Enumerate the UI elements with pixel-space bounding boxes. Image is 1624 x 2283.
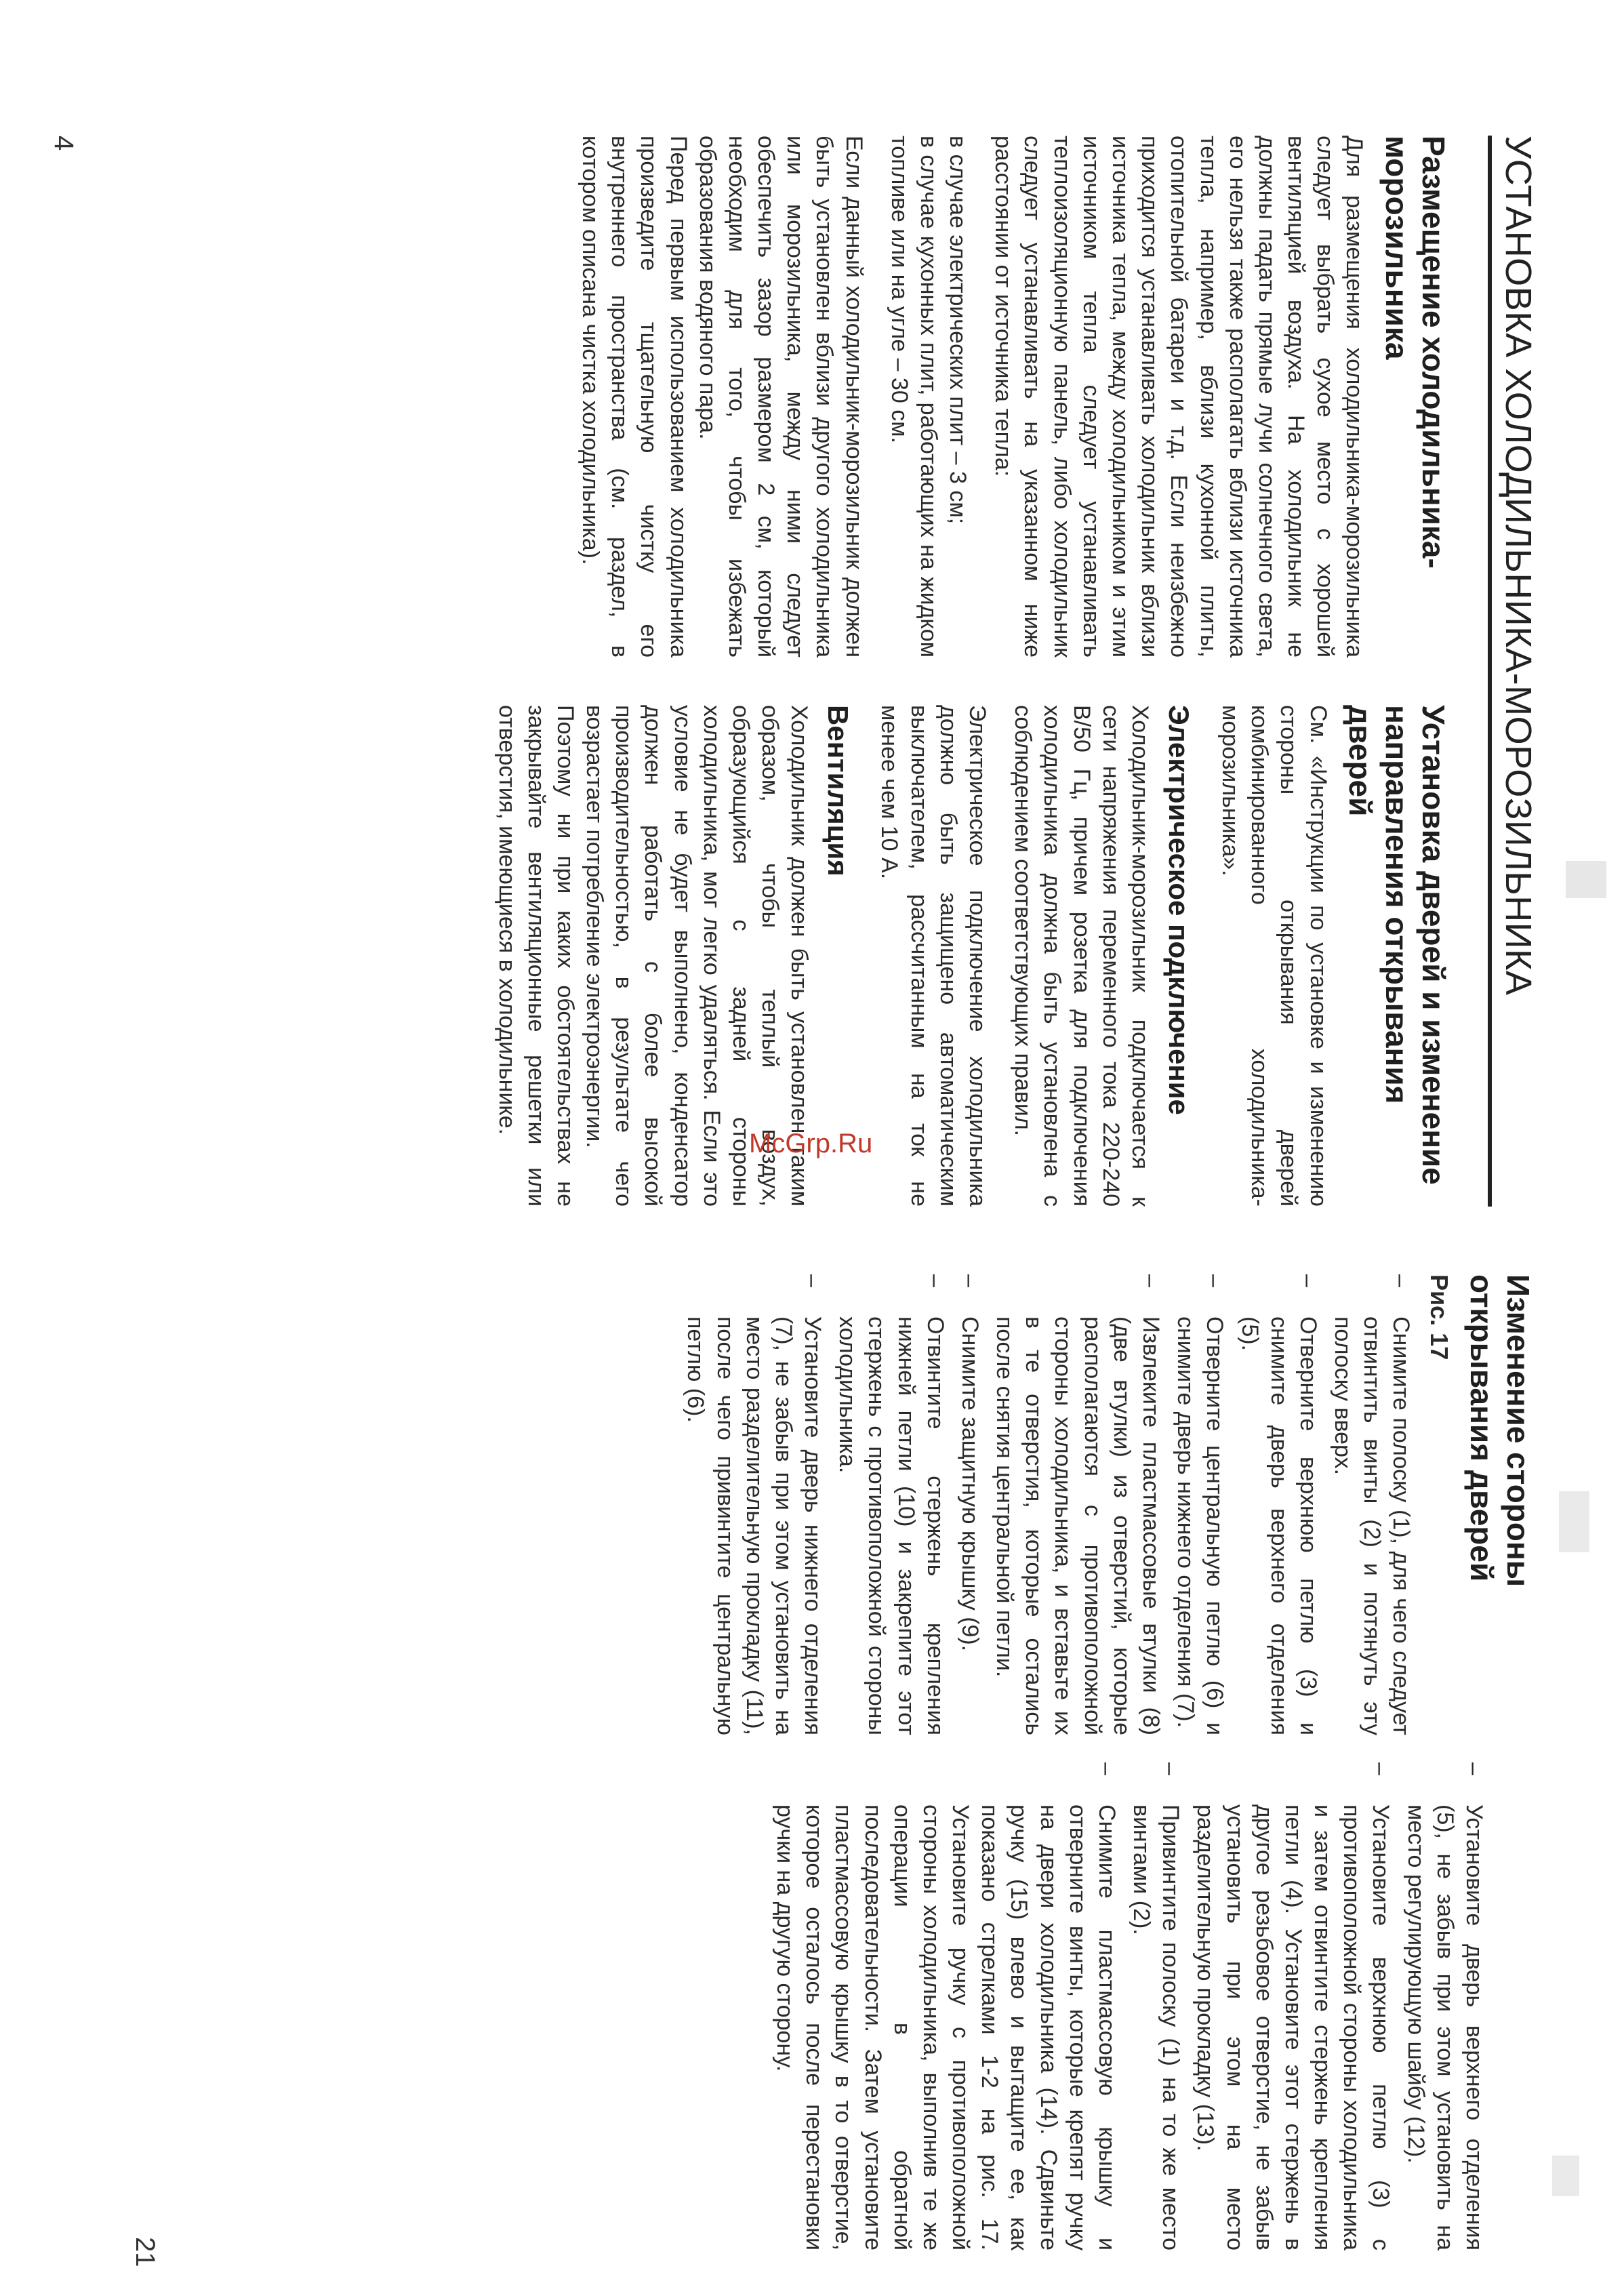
scan-speck	[1552, 2156, 1579, 2196]
page-number-left: 4	[49, 136, 79, 151]
ventilation-paragraph-2: Поэтому ни при каких обстоятельствах не закрывайте вентиляционные решетки или отверстия, имеющиеся в холодильнике.	[493, 705, 578, 1207]
step-item: – Снимите защитную крышку (9).	[955, 1274, 984, 1735]
placement-paragraph-2: Если данный холодильник-морозильник должен быть установлен вблизи другого холодильника или морозильника, между ними следует обеспечить зазор размером 2 см, который необходим для того, чтобы избежать образования водяного пара.	[694, 136, 867, 658]
scan-speck	[1566, 861, 1606, 898]
figure-reference: Рис. 17	[1425, 1274, 1454, 1360]
column-placement	[559, 136, 1451, 658]
electrical-paragraph-2: Электрическое подключение холодильника должно быть защищено автоматическим выключателем, рассчитанным на ток не менее чем 10 А.	[876, 705, 991, 1207]
ventilation-paragraph-1: Холодильник должен быть установлен таким образом, чтобы теплый воздух, образующийся с задней стороны холодильника, мог легко удаляться. Если это условие не будет выполнено, конденсатор должен работать с более высокой производительностью, в результате чего возрастает потребление электроэнергии.	[582, 705, 813, 1207]
heading-door-installation: Установка дверей и изменение направления открывания дверей	[1343, 705, 1451, 1185]
distance-electric-stoves: в случае электрических плит – 3 см;	[945, 136, 971, 525]
step-item: – Установите верхнюю петлю (3) с противоположной стороны холодильника и затем отвинтите стержень крепления петли (4). Установите этот стержень в другое резьбовое отверстие, не забыв установить при этом на место разделительную прокладку (13).	[1190, 1762, 1395, 2250]
placement-paragraph-1: Для размещения холодильника-морозильника следует выбрать сухое место с хорошей вентиляцией воздуха. На холодильник не должны падать прямые лучи солнечного света, его нельзя также располагать вблизи источника тепла, например, вблизи кухонной плиты, отопительной батареи и т.д. Если неизбежно приходится устанавливать холодильник вблизи источника тепла, между холодильником и этим источником тепла следует устанавливать теплоизоляционную панель, либо холодильник следует устанавливать на указанном ниже расстоянии от источника тепла:	[990, 136, 1368, 658]
step-item: – Отвинтите стержень крепления нижней петли (10) и закрепите этот стержень с противоположной стороны холодильника.	[832, 1274, 950, 1735]
step-item: – Снимите полоску (1), для чего следует отвинтить винты (2) и потянуть эту полоску вверх.	[1328, 1274, 1416, 1735]
heading-placement: Размещение холодильника-морозильника	[1379, 136, 1451, 569]
page-title: УСТАНОВКА ХОЛОДИЛЬНИКА-МОРОЗИЛЬНИКА	[1498, 136, 1539, 996]
heading-door-reversal: Изменение стороны открывания дверей	[1464, 1274, 1536, 1588]
step-item: – Отверните центральную петлю (6) и снимите дверь нижнего отделения (7).	[1171, 1274, 1229, 1735]
step-item: – Привинтите полоску (1) на то же место винтами (2).	[1126, 1762, 1185, 2250]
placement-paragraph-3: Перед первым использованием холодильника произведите тщательную чистку его внутреннего пространства (см. раздел, в котором описана чистка холодильника).	[577, 136, 691, 658]
page-number-right: 21	[130, 2237, 160, 2267]
title-underline	[1488, 136, 1492, 1207]
watermark-text: McGrp.Ru	[749, 1129, 873, 1158]
step-item: – Установите дверь верхнего отделения (5), не забыв при этом установить на место регулирующую шайбу (12).	[1400, 1762, 1488, 2250]
column-door-reversal	[675, 1274, 1536, 1735]
scan-speck	[1559, 1491, 1589, 1552]
heading-electrical-connection: Электрическое подключение	[1162, 705, 1195, 1115]
door-reversal-steps	[681, 1274, 1415, 1735]
step-item: – Извлеките пластмассовые втулки (8) (две втулки) из отверстий, которые располагаются с противоположной стороны холодильника, и вставьте их в те отверстия, которые остались после снятия центральной петли.	[990, 1274, 1165, 1735]
step-item: – Установите дверь нижнего отделения (7), не забыв при этом установить на место разделительную прокладку (11), после чего привинтите центральную петлю (6).	[681, 1274, 827, 1735]
door-reversal-steps-continued	[770, 1762, 1488, 2250]
door-installation-paragraph: См. «Инструкции по установке и изменению стороны открывания дверей комбинированного холодильника-морозильника».	[1217, 705, 1331, 1207]
column-door-reversal-continued	[765, 1762, 1488, 2250]
column-doors-electric-ventilation	[475, 705, 1451, 1207]
step-item: – Снимите пластмассовую крышку и отверните винты, которые крепят ручку на двери холодильника (14). Сдвиньте ручку (15) влево и вытащите ее, как показано стрелками 1-2 на рис. 17. Установите ручку с противоположной стороны холодильника, выполнив те же операции в обратной последовательности. Затем установите пластмассовую крышку в то отверстие, которое осталось после перестановки ручки на другую сторону.	[770, 1762, 1121, 2250]
heading-ventilation: Вентиляция	[822, 705, 855, 876]
step-item: – Отверните верхнюю петлю (3) и снимите дверь верхнего отделения (5).	[1234, 1274, 1322, 1735]
electrical-paragraph-1: Холодильник-морозильник подключается к сети напряжения переменного тока 220-240 В/50 Гц, причем розетка для подключения холодильника должна быть установлена с соблюдением соответствующих правил.	[1010, 705, 1153, 1207]
distance-fuel-stoves: в случае кухонных плит, работающих на жидком топливе или на угле – 30 см.	[886, 136, 941, 658]
